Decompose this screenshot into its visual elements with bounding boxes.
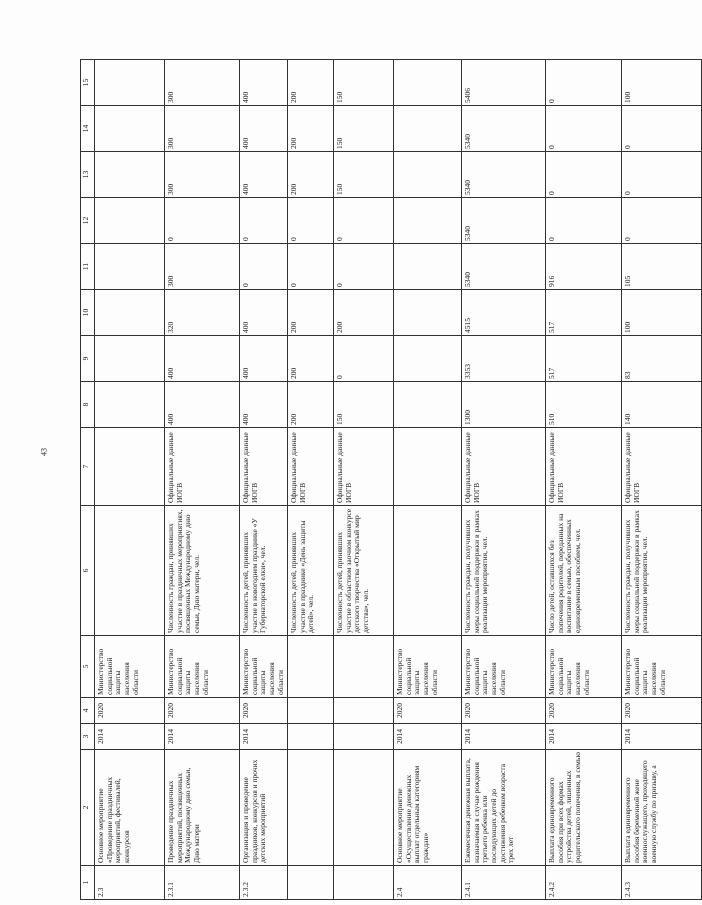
cell-value (394, 152, 462, 198)
cell-y1: 2014 (240, 724, 288, 750)
cell-value: 150 (334, 106, 394, 152)
cell-value (394, 382, 462, 428)
cell-value: 916 (546, 244, 622, 290)
cell-name: Основное мероприятие «Проведение праздничных мероприятий, фестивалей, конкурсов (95, 750, 165, 866)
cell-value: 400 (165, 382, 240, 428)
cell-value (95, 198, 165, 244)
cell-value: 400 (240, 60, 288, 106)
header-cell: 13 (81, 152, 95, 198)
cell-exec: Министерство социальной защиты населения области (394, 636, 462, 698)
header-row (81, 60, 95, 900)
cell-y1: 2014 (622, 724, 702, 750)
cell-exec: Министерство социальной защиты населения области (462, 636, 546, 698)
cell-value: 150 (334, 60, 394, 106)
cell-value (394, 60, 462, 106)
cell-value: 0 (240, 198, 288, 244)
cell-value: 4515 (462, 290, 546, 336)
header-cell: 12 (81, 198, 95, 244)
cell-src: Официальные данные ИОГВ (622, 428, 702, 506)
cell-value: 3353 (462, 336, 546, 382)
cell-value: 0 (288, 244, 334, 290)
cell-ind: Число детей, оставшихся без попечения родителей, переданных на воспитание в семью, обеспеченных единовременным пособием, чел. (546, 506, 622, 636)
cell-value (95, 152, 165, 198)
cell-value (95, 244, 165, 290)
cell-name: Выплата единовременного пособия при всех формах устройства детей, лишенных родительского попечения, в семью (546, 750, 622, 866)
cell-value: 5340 (462, 106, 546, 152)
cell-exec: Министерство социальной защиты населения области (622, 636, 702, 698)
cell-code: 2.3.1 (165, 866, 240, 900)
cell-code: 2.4.2 (546, 866, 622, 900)
cell-y2: 2020 (95, 698, 165, 724)
cell-value: 200 (288, 290, 334, 336)
cell-value: 400 (240, 290, 288, 336)
header-cell: 8 (81, 382, 95, 428)
cell-exec (334, 636, 394, 698)
cell-ind: Численность детей, принявших участие в новогоднем празднике «У Губернаторской елки», чел. (240, 506, 288, 636)
cell-code (334, 866, 394, 900)
cell-value (394, 198, 462, 244)
header-cell: 14 (81, 106, 95, 152)
cell-value: 0 (288, 198, 334, 244)
cell-exec (288, 636, 334, 698)
header-cell: 1 (81, 866, 95, 900)
cell-y2: 2020 (165, 698, 240, 724)
cell-value: 400 (240, 336, 288, 382)
cell-value: 400 (240, 152, 288, 198)
cell-y2: 2020 (240, 698, 288, 724)
cell-ind: Численность граждан, принявших участие в праздничных мероприятиях, посвященных Международному дню семьи, Дню матери, чел. (165, 506, 240, 636)
cell-value: 0 (622, 106, 702, 152)
cell-value (95, 106, 165, 152)
cell-value: 5340 (462, 244, 546, 290)
cell-value: 105 (622, 244, 702, 290)
cell-src: Официальные данные ИОГВ (546, 428, 622, 506)
cell-value: 5406 (462, 60, 546, 106)
cell-name (288, 750, 334, 866)
cell-value (95, 290, 165, 336)
cell-src (394, 428, 462, 506)
header-cell: 3 (81, 724, 95, 750)
cell-exec: Министерство социальной защиты населения области (95, 636, 165, 698)
cell-value (394, 244, 462, 290)
cell-value: 200 (288, 152, 334, 198)
cell-name (334, 750, 394, 866)
cell-y1: 2014 (95, 724, 165, 750)
cell-y2: 2020 (394, 698, 462, 724)
page-number: 43 (39, 448, 49, 456)
cell-value: 300 (165, 152, 240, 198)
header-cell: 4 (81, 698, 95, 724)
cell-value: 0 (165, 198, 240, 244)
cell-exec: Министерство социальной защиты населения области (240, 636, 288, 698)
cell-value: 200 (288, 382, 334, 428)
header-cell: 9 (81, 336, 95, 382)
cell-value (95, 382, 165, 428)
cell-value: 0 (546, 152, 622, 198)
cell-value: 1300 (462, 382, 546, 428)
cell-value: 200 (288, 106, 334, 152)
cell-code: 2.4 (394, 866, 462, 900)
header-cell: 7 (81, 428, 95, 506)
cell-value (394, 106, 462, 152)
cell-y2: 2020 (622, 698, 702, 724)
cell-src (95, 428, 165, 506)
cell-value: 200 (288, 336, 334, 382)
cell-value: 100 (622, 60, 702, 106)
cell-src: Официальные данные ИОГВ (462, 428, 546, 506)
cell-y2 (334, 698, 394, 724)
cell-name: Выплата единовременного пособия беременной жене военнослужащего, проходящего военную службу по призыву, а (622, 750, 702, 866)
cell-y2 (288, 698, 334, 724)
cell-value: 0 (546, 198, 622, 244)
cell-value: 0 (622, 152, 702, 198)
header-cell: 5 (81, 636, 95, 698)
table-row (240, 60, 288, 900)
table-row (288, 60, 334, 900)
cell-ind: Численность граждан, получивших меры социальной поддержки в рамках реализации мероприятия, чел. (462, 506, 546, 636)
header-cell: 11 (81, 244, 95, 290)
cell-y1: 2014 (394, 724, 462, 750)
cell-value: 200 (334, 290, 394, 336)
cell-value: 140 (622, 382, 702, 428)
table-row (394, 60, 462, 900)
header-cell: 10 (81, 290, 95, 336)
cell-ind (95, 506, 165, 636)
header-cell: 2 (81, 750, 95, 866)
cell-value: 300 (165, 106, 240, 152)
cell-value: 0 (334, 336, 394, 382)
cell-value: 0 (622, 198, 702, 244)
cell-value: 0 (334, 244, 394, 290)
cell-exec: Министерство социальной защиты населения области (546, 636, 622, 698)
cell-ind: Численность детей, принявших участие в празднике «День защиты детей», чел. (288, 506, 334, 636)
cell-src: Официальные данные ИОГВ (334, 428, 394, 506)
cell-code: 2.3.2 (240, 866, 288, 900)
cell-value: 0 (334, 198, 394, 244)
cell-code: 2.4.3 (622, 866, 702, 900)
cell-src: Официальные данные ИОГВ (240, 428, 288, 506)
cell-value (95, 60, 165, 106)
cell-name: Организация и проведение праздников, конкурсов и прочих детских мероприятий (240, 750, 288, 866)
cell-value: 300 (165, 60, 240, 106)
cell-value (394, 336, 462, 382)
cell-value: 517 (546, 336, 622, 382)
cell-value: 100 (622, 290, 702, 336)
cell-code: 2.4.1 (462, 866, 546, 900)
cell-y1: 2014 (546, 724, 622, 750)
cell-value: 0 (546, 106, 622, 152)
cell-value: 400 (240, 382, 288, 428)
cell-value: 300 (165, 244, 240, 290)
cell-ind: Численность граждан, получивших меры социальной поддержки в рамках реализации мероприятия, чел. (622, 506, 702, 636)
cell-value (394, 290, 462, 336)
cell-name: Основное мероприятие «Осуществление денежных выплат отдельным категориям граждан» (394, 750, 462, 866)
cell-y1: 2014 (462, 724, 546, 750)
cell-value: 400 (240, 106, 288, 152)
table-row (622, 60, 702, 900)
cell-value: 320 (165, 290, 240, 336)
cell-value: 510 (546, 382, 622, 428)
header-cell: 15 (81, 60, 95, 106)
cell-value: 0 (240, 244, 288, 290)
cell-value: 5340 (462, 152, 546, 198)
cell-value: 150 (334, 382, 394, 428)
cell-exec: Министерство социальной защиты населения области (165, 636, 240, 698)
table-row (462, 60, 546, 900)
cell-y2: 2020 (546, 698, 622, 724)
cell-ind: Численность детей, принявших участие в областном заочном конкурсе детского творчества «Открытый мир детства», чел. (334, 506, 394, 636)
table-row (165, 60, 240, 900)
cell-src: Официальные данные ИОГВ (165, 428, 240, 506)
cell-value: 517 (546, 290, 622, 336)
cell-ind (394, 506, 462, 636)
table-row (546, 60, 622, 900)
cell-value: 200 (288, 60, 334, 106)
cell-y1: 2014 (165, 724, 240, 750)
cell-value: 400 (165, 336, 240, 382)
cell-value: 150 (334, 152, 394, 198)
cell-value: 0 (546, 60, 622, 106)
cell-y1 (288, 724, 334, 750)
cell-name: Ежемесячная денежная выплата, назначаемая в случае рождения третьего ребенка или последующих детей до достижения ребенком возраста трех лет (462, 750, 546, 866)
header-cell: 6 (81, 506, 95, 636)
table-row (95, 60, 165, 900)
cell-code: 2.3 (95, 866, 165, 900)
cell-value: 83 (622, 336, 702, 382)
rotated-table-container (80, 60, 667, 900)
cell-value: 5340 (462, 198, 546, 244)
cell-code (288, 866, 334, 900)
table-row (334, 60, 394, 900)
cell-y2: 2020 (462, 698, 546, 724)
cell-name: Проведение праздничных мероприятий, посвященных Международному дню семьи, Дню матери (165, 750, 240, 866)
program-table (80, 59, 702, 900)
cell-value (95, 336, 165, 382)
cell-src: Официальные данные ИОГВ (288, 428, 334, 506)
cell-y1 (334, 724, 394, 750)
